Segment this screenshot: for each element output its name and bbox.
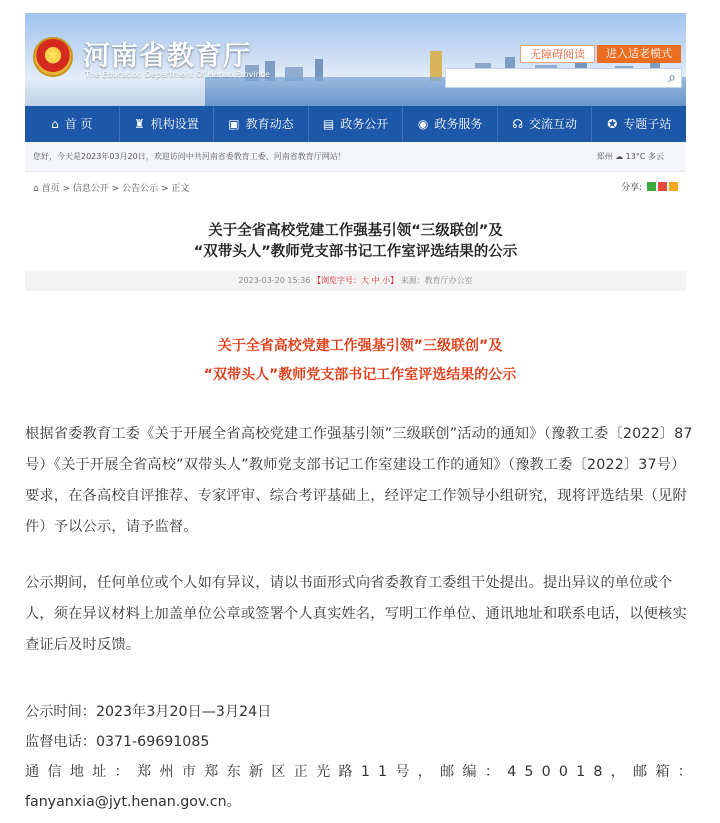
weibo-share-icon[interactable] <box>658 182 667 191</box>
article-source: 来源：教育厅办公室 <box>400 276 473 285</box>
nav-item-label: 机构设置 <box>150 117 199 131</box>
publish-time: 2023-03-20 15:36 <box>238 276 311 285</box>
gov-icon: ▤ <box>322 117 335 131</box>
main-nav <box>25 106 686 142</box>
article-title-line1: 关于全省高校党建工作强基引领“三级联创”及 <box>208 223 503 239</box>
site-subtitle: The Education Department Of Henan Province <box>85 70 270 79</box>
nav-item-2[interactable] <box>214 106 309 142</box>
publicity-period: 公示时间：2023年3月20日—3月24日 <box>25 704 272 720</box>
topic-icon: ✪ <box>607 117 618 131</box>
wechat-share-icon[interactable] <box>647 182 656 191</box>
website-screenshot <box>25 13 686 300</box>
font-size-switch[interactable]: 【浏览字号：大 中 小】 <box>313 276 399 285</box>
site-banner <box>25 13 686 106</box>
article-heading-line1: 关于全省高校党建工作强基引领”三级联创”及 <box>217 338 503 354</box>
chat-icon: ☊ <box>512 117 523 131</box>
paragraph-2: 公示期间，任何单位或个人如有异议，请以书面形式向省委教育工委组干处提出。提出异议的单位或个人，须在异议材料上加盖单位公章或签署个人真实姓名，写明工作单位、通讯地址和联系电话，以便核实查证后及时反馈。 <box>25 575 687 653</box>
home-icon: ⌂ <box>51 117 59 131</box>
nav-item-6[interactable] <box>592 106 686 142</box>
accessibility-button[interactable]: 无障碍阅读 <box>520 45 595 63</box>
welcome-message: 您好，今天是2023年03月20日，欢迎访问中共河南省委教育工委、河南省教育厅网站！ <box>33 152 346 161</box>
nav-item-label: 专题子站 <box>623 117 672 131</box>
site-title: 河南省教育厅 <box>83 41 251 72</box>
nav-item-label: 政务服务 <box>434 117 483 131</box>
nav-item-1[interactable] <box>120 106 215 142</box>
article-meta <box>25 271 686 291</box>
supervision-phone: 监督电话：0371-69691085 <box>25 734 210 750</box>
nav-item-4[interactable] <box>403 106 498 142</box>
elder-mode-button[interactable]: 进入适老模式 <box>597 45 681 63</box>
news-icon: ▣ <box>228 117 240 131</box>
search-input[interactable] <box>445 68 682 88</box>
breadcrumb-text[interactable]: 首页 > 信息公开 > 公告公示 > 正文 <box>41 184 190 194</box>
nav-item-label: 教育动态 <box>245 117 294 131</box>
weather-readout: 郑州 ☁ 13°C 多云 <box>596 152 664 161</box>
home-icon: ⌂ <box>33 184 42 194</box>
nav-item-label: 交流互动 <box>529 117 578 131</box>
article-heading-line2: “双带头人”教师党支部书记工作室评选结果的公示 <box>203 367 517 383</box>
breadcrumb[interactable] <box>33 181 189 194</box>
mailing-address: 通信地址：郑州市郑东新区正光路11号，邮编：450018，邮箱： <box>25 764 701 780</box>
nav-item-3[interactable] <box>309 106 404 142</box>
nav-item-0[interactable] <box>25 106 120 142</box>
org-icon: ♜ <box>133 117 145 131</box>
contact-email[interactable]: fanyanxia@jyt.henan.gov.cn。 <box>25 794 241 810</box>
national-emblem-icon <box>33 37 73 77</box>
paragraph-1: 根据省委教育工委《关于开展全省高校党建工作强基引领”三级联创”活动的通知》（豫教工委〔2022〕87号）《关于开展全省高校”双带头人”教师党支部书记工作室建设工作的通知》（豫教工委〔2022〕37号）要求，在各高校自评推荐、专家评审、综合考评基础上，经评定工作领导小组研究，现将评选结果（见附件）予以公示，请予监督。 <box>25 426 693 535</box>
nav-item-label: 政务公开 <box>340 117 389 131</box>
nav-item-5[interactable] <box>498 106 593 142</box>
share-label: 分享: <box>621 183 643 193</box>
qzone-share-icon[interactable] <box>669 182 678 191</box>
article-title-line2: “双带头人”教师党支部书记工作室评选结果的公示 <box>193 244 518 260</box>
search-icon[interactable]: ⌕ <box>668 70 676 86</box>
share-bar <box>621 180 678 193</box>
service-icon: ◉ <box>417 117 429 131</box>
nav-item-label: 首 页 <box>64 117 93 131</box>
notice-bar <box>25 142 686 172</box>
